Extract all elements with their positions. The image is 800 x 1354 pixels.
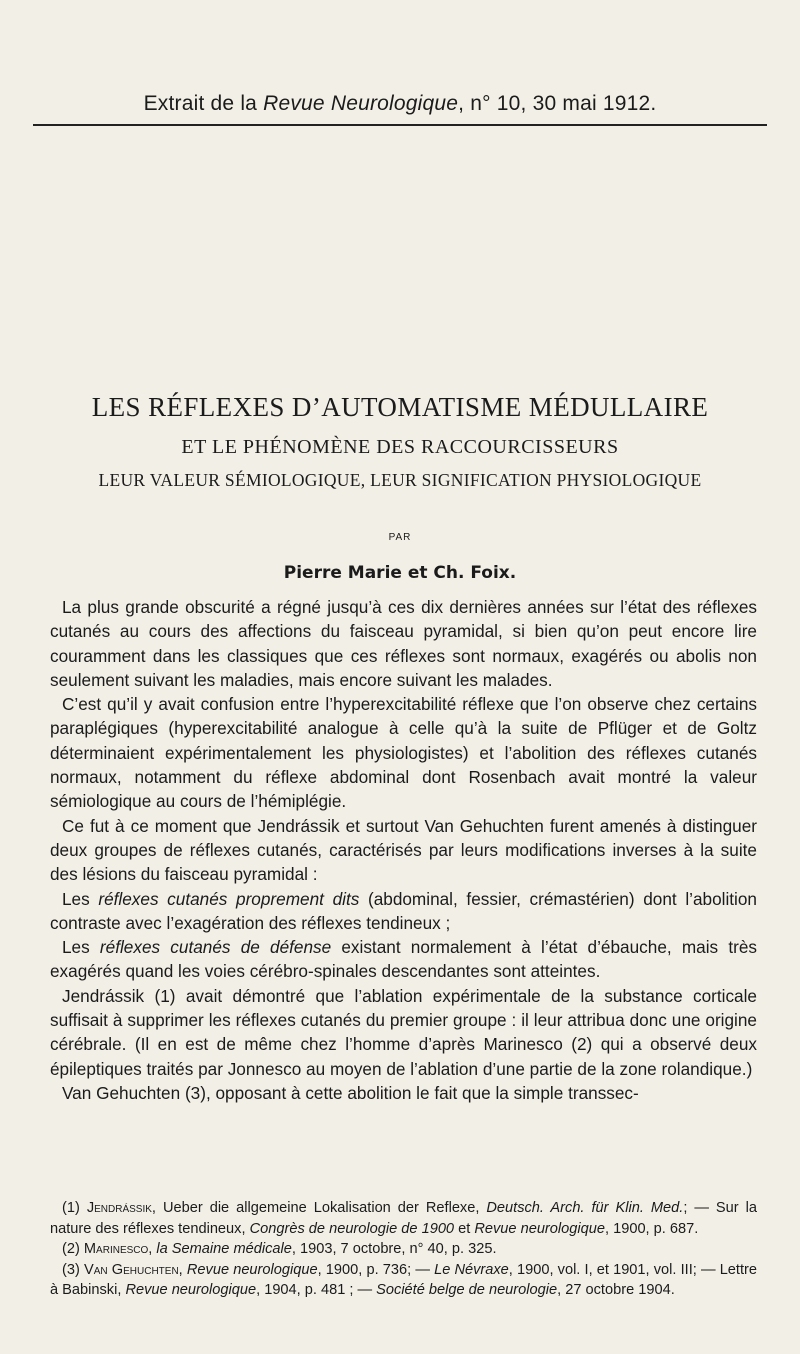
paragraph bbox=[50, 935, 757, 984]
footnote-3 bbox=[50, 1260, 757, 1301]
header-rule bbox=[33, 124, 767, 126]
footnote-source: Congrès de neurologie de 1900 bbox=[249, 1220, 455, 1237]
header-prefix: Extrait de la bbox=[143, 92, 264, 115]
footnote-text: ; — Sur la nature des réflexes tendineux, bbox=[50, 1200, 757, 1237]
byline-par: PAR bbox=[388, 532, 412, 543]
page-header bbox=[0, 92, 800, 116]
footnote-source: Le Névraxe bbox=[434, 1261, 509, 1278]
footnote-number: (3) bbox=[62, 1261, 84, 1278]
paragraph bbox=[50, 887, 757, 936]
footnotes bbox=[50, 1198, 757, 1301]
article-subtitle: ET LE PHÉNOMÈNE DES RACCOURCISSEURS bbox=[181, 436, 619, 458]
footnote-text: , Ueber die allgemeine Lokalisation der Reflexe, bbox=[151, 1200, 487, 1216]
article-subtitle-2: LEUR VALEUR SÉMIOLOGIQUE, LEUR SIGNIFICATION PHYSIOLOGIQUE bbox=[98, 470, 702, 490]
footnote-text: , 27 octobre 1904. bbox=[557, 1282, 675, 1298]
footnote-source: Revue neurologique bbox=[125, 1282, 257, 1298]
emphasis: réflexes cutanés proprement dits bbox=[98, 888, 360, 909]
footnote-text: , 1904, p. 481 ; — bbox=[256, 1282, 377, 1298]
footnote-author: Van Gehuchten bbox=[83, 1261, 179, 1278]
authors: Pierre Marie et Ch. Foix. bbox=[283, 563, 517, 583]
paragraph: C’est qu’il y avait confusion entre l’hyperexcitabilité réflexe que l’on observe chez certains paraplégiques (hyperexcitabilité analogue à celle qu’à la suite de Pflüger et de Goltz déterminaient expérimentalement les physiologistes) et l’abolition des réflexes cutanés normaux, notamment du réflexe abdominal dont Rosenbach avait montré la valeur sémiologique au cours de l’hémiplégie. bbox=[50, 694, 757, 812]
paragraph-text: Les bbox=[62, 888, 99, 909]
footnote-number: (1) bbox=[62, 1200, 87, 1216]
footnote-source: Société belge de neurologie bbox=[376, 1282, 558, 1298]
paragraph-text: existant normalement à l’état d’ébauche, mais très exagérés quand les voies cérébro-spinales descendantes sont atteintes. bbox=[50, 937, 757, 982]
footnote-text: , 1900, p. 736; — bbox=[317, 1261, 435, 1278]
footnote-number: (2) bbox=[62, 1241, 84, 1257]
footnote-text: , bbox=[148, 1241, 157, 1257]
footnote-2 bbox=[50, 1239, 757, 1260]
footnote-source: Revue neurologique bbox=[474, 1220, 605, 1237]
footnote-text: , 1903, 7 octobre, n° 40, p. 325. bbox=[291, 1241, 497, 1257]
footnote-1 bbox=[50, 1198, 757, 1239]
footnote-text: , 1900, vol. I, et 1901, vol. III; — Lettre à Babinski, bbox=[50, 1261, 758, 1298]
footnote-text: , 1900, p. 687. bbox=[604, 1220, 699, 1237]
footnote-text: et bbox=[454, 1220, 475, 1237]
emphasis: réflexes cutanés de défense bbox=[99, 937, 332, 958]
article-body bbox=[50, 595, 757, 1105]
paragraph-text: (abdominal, fessier, crémastérien) dont l’abolition contraste avec l’exagération des réflexes tendineux ; bbox=[50, 888, 757, 933]
paragraph-text: Les bbox=[62, 937, 100, 958]
paragraph: Jendrássik (1) avait démontré que l’ablation expérimentale de la substance corticale suffisait à supprimer les réflexes cutanés du premier groupe : il leur attribua donc une origine cérébrale. (Il en est de même chez l’homme d’après Marinesco (2) qui a observé deux épileptiques traités par Jonnesco au moyen de l’ablation d’une partie de la zone rolandique.) bbox=[50, 985, 757, 1079]
article-title: LES RÉFLEXES D’AUTOMATISME MÉDULLAIRE bbox=[91, 392, 709, 422]
header-suffix: , n° 10, 30 mai 1912. bbox=[458, 92, 657, 115]
footnote-author: Jendrássik bbox=[86, 1200, 152, 1216]
footnote-author: Marinesco bbox=[83, 1241, 149, 1257]
footnote-text: , bbox=[178, 1261, 187, 1278]
footnote-source: Revue neurologique bbox=[186, 1261, 318, 1278]
footnote-source: Deutsch. Arch. für Klin. Med. bbox=[486, 1200, 684, 1216]
footnote-source: la Semaine médicale bbox=[156, 1241, 292, 1257]
header-journal: Revue Neurologique bbox=[263, 92, 459, 115]
paragraph: La plus grande obscurité a régné jusqu’à ces dix dernières années sur l’état des réflexes cutanés au cours des affections du faisceau pyramidal, si bien qu’on peut encore lire couramment dans les classiques que ces réflexes sont normaux, exagérés ou abolis non seulement suivant les maladies, mais encore suivant les malades. bbox=[50, 597, 757, 690]
paragraph: Ce fut à ce moment que Jendrássik et surtout Van Gehuchten furent amenés à distinguer deux groupes de réflexes cutanés, caractérisés par leurs modifications inverses à la suite des lésions du faisceau pyramidal : bbox=[50, 815, 757, 885]
paragraph: Van Gehuchten (3), opposant à cette abolition le fait que la simple transsec- bbox=[62, 1082, 639, 1103]
